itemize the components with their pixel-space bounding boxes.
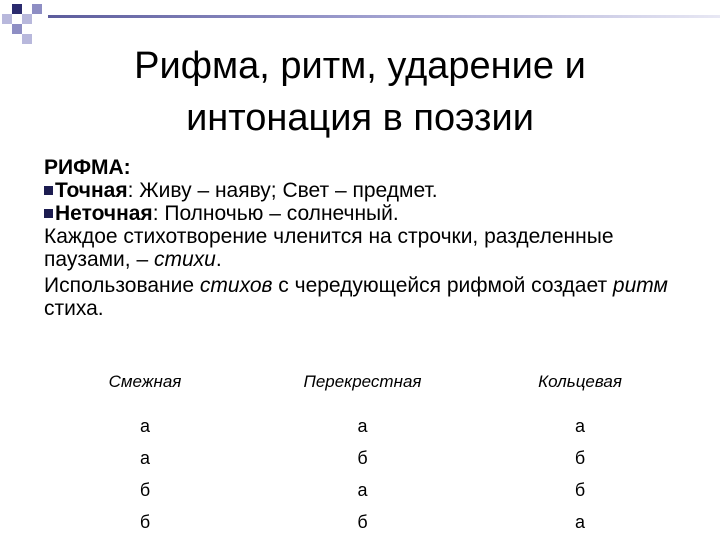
square-bullet-icon bbox=[44, 209, 53, 218]
rhyme-schemes bbox=[60, 370, 700, 540]
bullet-exact-rhyme bbox=[44, 179, 684, 202]
decor-square bbox=[12, 24, 22, 34]
scheme-ring bbox=[490, 370, 670, 538]
rhyme-letter: б bbox=[139, 512, 151, 532]
rhyme-letter: б bbox=[574, 480, 586, 500]
rhyme-letter: а bbox=[139, 448, 150, 468]
rhyme-letter: а bbox=[139, 416, 150, 436]
text-run: стиха. bbox=[44, 297, 104, 320]
text-run: . bbox=[215, 248, 222, 271]
rhyme-letter: а bbox=[357, 480, 368, 500]
paragraph-rhythm bbox=[44, 274, 684, 320]
bullet-text: : Полночью – солнечный. bbox=[152, 202, 399, 225]
emphasis: ритм bbox=[612, 274, 668, 297]
rhyme-letter: б bbox=[357, 512, 368, 532]
decor-square bbox=[22, 34, 32, 44]
decor-square bbox=[22, 14, 32, 24]
text-run: Использование bbox=[44, 274, 200, 297]
bullet-inexact-rhyme bbox=[44, 202, 684, 225]
top-rule bbox=[48, 15, 720, 18]
emphasis: стихов bbox=[199, 274, 273, 297]
decor-square bbox=[32, 4, 42, 14]
rhyme-letter: а bbox=[357, 416, 368, 436]
section-heading: РИФМА: bbox=[44, 156, 131, 179]
scheme-adjacent bbox=[60, 370, 230, 538]
bullet-text: : Живу – наяву; Свет – предмет. bbox=[127, 179, 438, 202]
square-bullet-icon bbox=[44, 186, 53, 195]
text-run: с чередующейся рифмой создает bbox=[272, 274, 613, 297]
decor-square bbox=[12, 4, 22, 14]
rhyme-letter: б bbox=[357, 448, 368, 468]
decor-square bbox=[2, 14, 12, 24]
rhyme-letter: а bbox=[574, 512, 585, 532]
scheme-cross bbox=[265, 370, 460, 538]
rhyme-letter: б bbox=[139, 480, 151, 500]
bullet-term: Неточная bbox=[55, 202, 153, 225]
scheme-name: Перекрестная bbox=[303, 372, 422, 391]
slide-body bbox=[44, 156, 684, 320]
paragraph-verses bbox=[44, 225, 684, 271]
bullet-term: Точная bbox=[55, 179, 128, 202]
scheme-name: Кольцевая bbox=[538, 372, 622, 391]
corner-decoration bbox=[0, 0, 60, 60]
rhyme-letter: а bbox=[574, 416, 585, 436]
emphasis: стихи bbox=[153, 248, 216, 271]
text-run: Каждое стихотворение членится на строчки, разделенные паузами, – bbox=[44, 225, 614, 271]
rhyme-letter: б bbox=[574, 448, 586, 468]
slide-title: Рифма, ритм, ударение и интонация в поэзии bbox=[134, 45, 586, 139]
scheme-name: Смежная bbox=[108, 372, 182, 391]
